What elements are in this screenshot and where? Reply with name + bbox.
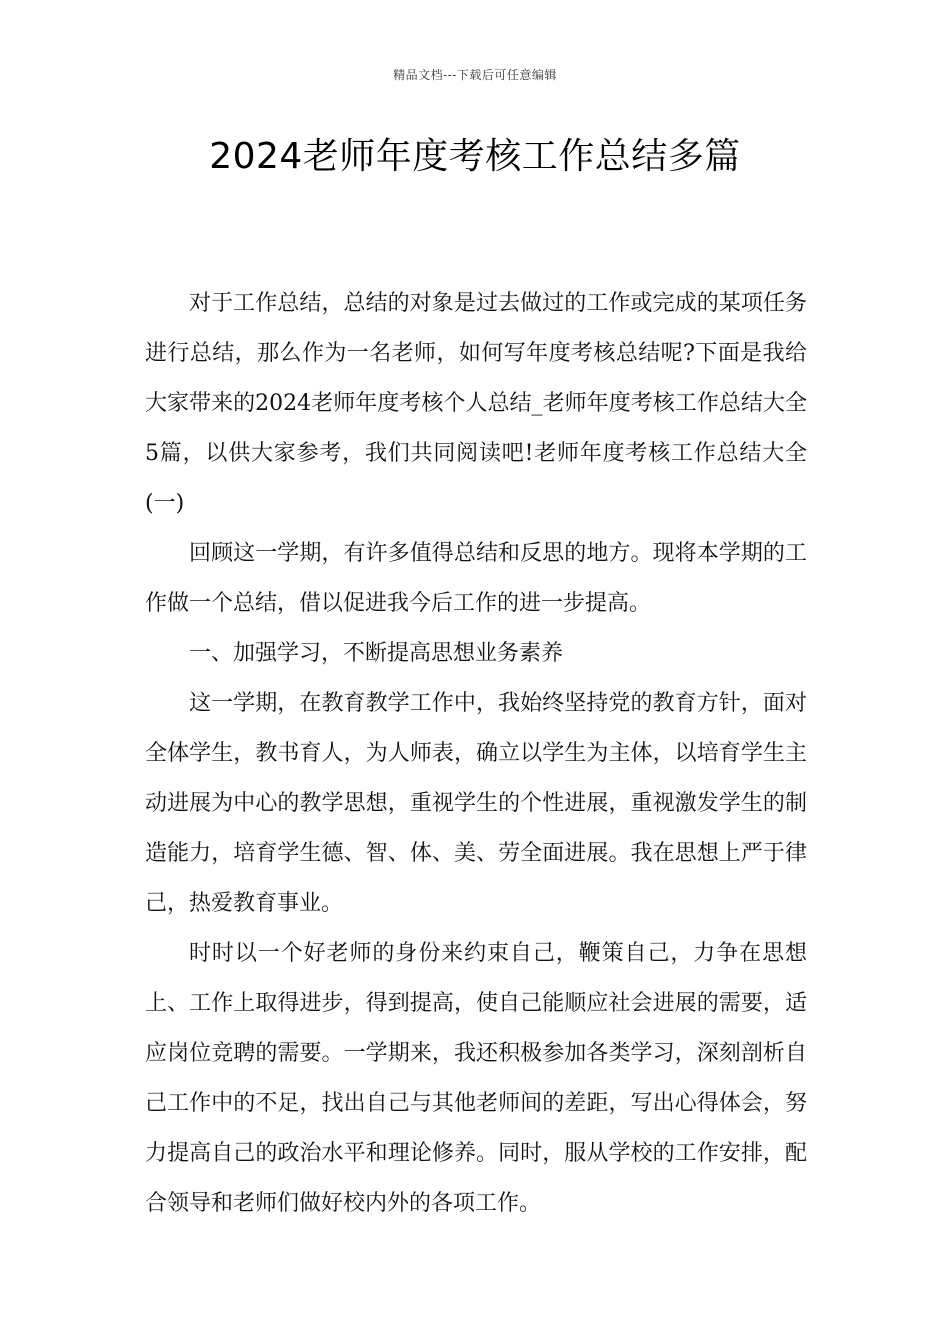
paragraph-self-discipline: 时时以一个好老师的身份来约束自己，鞭策自己，力争在思想上、工作上取得进步，得到提高，使自己能顺应社会进展的需要，适应岗位竞聘的需要。一学期来，我还积极参加各类学习，深刻剖析自己工作中的不足，找出自己与其他老师间的差距，写出心得体会，努力提高自己的政治水平和理论修养。同时，服从学校的工作安排，配合领导和老师们做好校内外的各项工作。: [145, 941, 807, 1216]
document-title: 2024老师年度考核工作总结多篇: [209, 136, 741, 177]
paragraph-teaching: 这一学期，在教育教学工作中，我始终坚持党的教育方针，面对全体学生，教书育人，为人师表，确立以学生为主体，以培育学生主动进展为中心的教学思想，重视学生的个性进展，重视激发学生的制造能力，培育学生德、智、体、美、劳全面进展。我在思想上严于律己，热爱教育事业。: [145, 691, 807, 916]
paragraph-review: 回顾这一学期，有许多值得总结和反思的地方。现将本学期的工作做一个总结，借以促进我今后工作的进一步提高。: [145, 541, 807, 616]
header-note: 精品文档---下载后可任意编辑: [393, 68, 557, 82]
section-heading-1: 一、加强学习，不断提高思想业务素养: [189, 641, 564, 666]
document-body: [145, 279, 807, 1229]
paragraph-intro: 对于工作总结，总结的对象是过去做过的工作或完成的某项任务进行总结，那么作为一名老师，如何写年度考核总结呢?下面是我给大家带来的2024老师年度考核个人总结_老师年度考核工作总结大全5篇，以供大家参考，我们共同阅读吧!老师年度考核工作总结大全(一): [145, 291, 807, 516]
